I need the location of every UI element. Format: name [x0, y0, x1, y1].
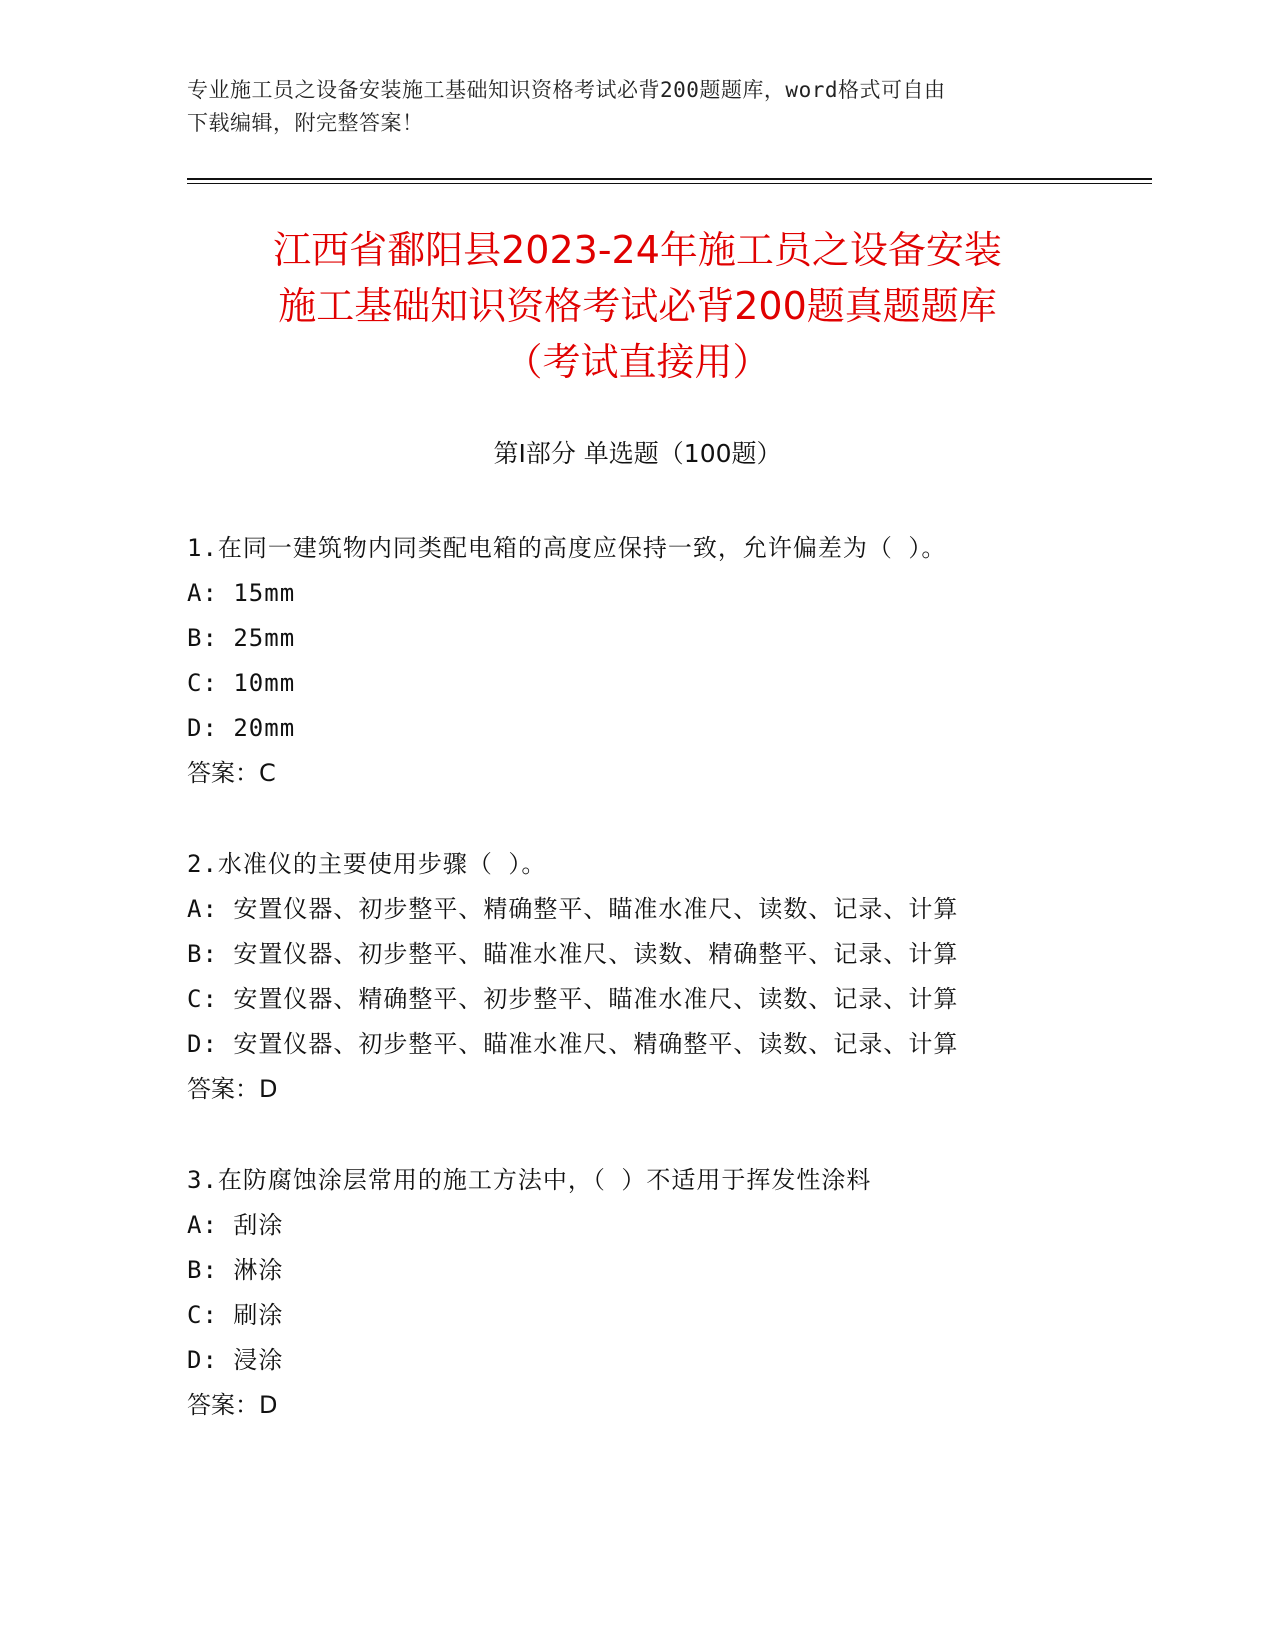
question-item [187, 1158, 1177, 1428]
question-option: B: 淋涂 [187, 1256, 284, 1284]
question-option: D: 20mm [187, 714, 296, 742]
question-stem: 2.水准仪的主要使用步骤（ ）。 [187, 850, 547, 878]
question-item [187, 526, 1177, 796]
question-option: B: 安置仪器、初步整平、瞄准水准尺、读数、精确整平、记录、计算 [187, 940, 959, 968]
question-stem: 1.在同一建筑物内同类配电箱的高度应保持一致，允许偏差为（ ）。 [187, 534, 947, 562]
question-option: B: 25mm [187, 624, 296, 652]
header-divider-thick [187, 178, 1152, 180]
title-line: 施工基础知识资格考试必背200题真题题库 [278, 284, 997, 328]
question-option: D: 浸涂 [187, 1346, 284, 1374]
title-line: 江西省鄱阳县2023-24年施工员之设备安装 [273, 228, 1002, 272]
header-divider-thin [187, 183, 1152, 184]
header-note-line: 专业施工员之设备安装施工基础知识资格考试必背200题题库，word格式可自由 [187, 78, 946, 102]
question-answer: 答案：D [187, 1075, 278, 1103]
question-item [187, 842, 1177, 1112]
question-option: D: 安置仪器、初步整平、瞄准水准尺、精确整平、读数、记录、计算 [187, 1030, 959, 1058]
question-option: C: 刷涂 [187, 1301, 284, 1329]
question-list [187, 526, 1177, 1474]
question-option: A: 刮涂 [187, 1211, 284, 1239]
question-option: C: 10mm [187, 669, 296, 697]
question-answer: 答案：D [187, 1391, 278, 1419]
document-title [130, 222, 1145, 390]
header-note [187, 74, 1087, 140]
question-option: A: 安置仪器、初步整平、精确整平、瞄准水准尺、读数、记录、计算 [187, 895, 959, 923]
title-line: （考试直接用） [504, 340, 771, 384]
question-option: A: 15mm [187, 579, 296, 607]
section-heading: 第I部分 单选题（100题） [493, 439, 782, 468]
question-answer: 答案：C [187, 759, 276, 787]
header-note-line: 下载编辑，附完整答案！ [187, 111, 424, 135]
question-option: C: 安置仪器、精确整平、初步整平、瞄准水准尺、读数、记录、计算 [187, 985, 959, 1013]
question-stem: 3.在防腐蚀涂层常用的施工方法中，（ ）不适用于挥发性涂料 [187, 1166, 872, 1194]
